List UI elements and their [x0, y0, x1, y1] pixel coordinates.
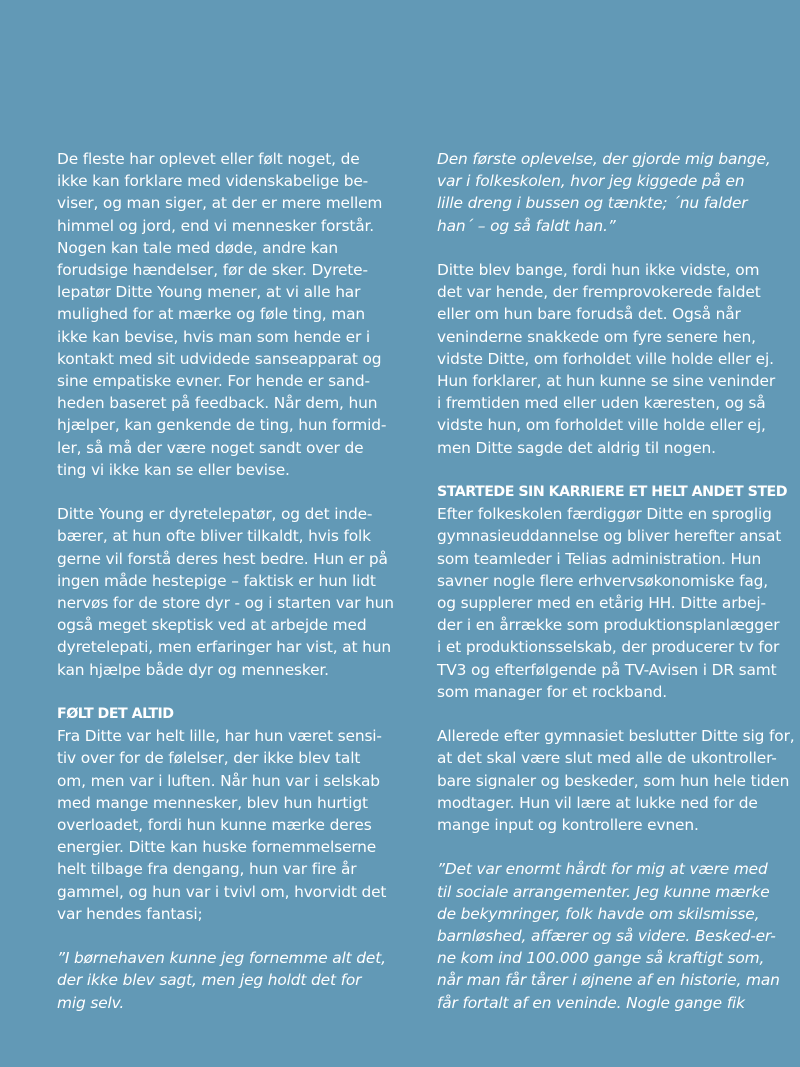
text-line: med mange mennesker, blev hun hurtigt — [57, 793, 368, 812]
quote-paragraph — [437, 148, 800, 237]
quote-paragraph — [437, 858, 800, 1013]
text-line: hjælper, kan genkende de ting, hun formid- — [57, 416, 387, 435]
text-line: savner nogle flere erhvervsøkonomiske fag, — [437, 571, 768, 590]
text-line: det var hende, der fremprovokerede faldet — [437, 283, 761, 302]
text-line: de bekymringer, folk havde om skilsmisse, — [437, 904, 760, 923]
text-line: helt tilbage fra dengang, hun var fire år — [57, 860, 357, 879]
text-line: ikke kan bevise, hvis man som hende er i — [57, 327, 371, 346]
text-line: mange input og kontrollere evnen. — [437, 816, 699, 835]
text-line: til sociale arrangementer. Jeg kunne mærke — [437, 882, 770, 901]
text-line: han´ – og så faldt han.” — [437, 216, 616, 235]
text-line: som manager for et rockband. — [437, 682, 668, 701]
text-line: der ikke blev sagt, men jeg holdt det for — [57, 971, 362, 990]
text-line: sine empatiske evner. For hende er sand- — [57, 372, 370, 391]
text-line: gerne vil forstå deres hest bedre. Hun er på — [57, 549, 388, 568]
text-line: ”Det var enormt hårdt for mig at være med — [437, 860, 768, 879]
text-line: ler, så må der være noget sandt over de — [57, 438, 364, 457]
paragraph-gap — [437, 836, 800, 858]
text-line: Nogen kan tale med døde, andre kan — [57, 238, 339, 257]
text-line: Ditte blev bange, fordi hun ikke vidste, om — [437, 261, 760, 279]
text-line: eller om hun bare forudså det. Også når — [437, 305, 741, 324]
section-heading: FØLT DET ALTID — [57, 706, 174, 723]
section-heading: STARTEDE SIN KARRIERE ET HELT ANDET STED — [437, 484, 787, 501]
text-line: Efter folkeskolen færdiggør Ditte en sproglig — [437, 505, 772, 524]
text-line: ting vi ikke kan se eller bevise. — [57, 460, 290, 479]
text-line: kan hjælpe både dyr og mennesker. — [57, 660, 329, 679]
text-line: og supplerer med en etårig HH. Ditte arbej- — [437, 594, 766, 613]
text-line: viser, og man siger, at der er mere mellem — [57, 194, 383, 213]
text-line: der i en årrække som produktionsplanlægger — [437, 616, 780, 635]
text-line: lepatør Ditte Young mener, at vi alle har — [57, 283, 361, 302]
text-line: at det skal være slut med alle de ukontroller- — [437, 749, 777, 768]
body-paragraph — [57, 725, 417, 925]
text-line: De fleste har oplevet eller følt noget, de — [57, 150, 360, 168]
text-line: i et produktionsselskab, der producerer tv for — [437, 638, 780, 657]
text-line: som teamleder i Telias administration. Hun — [437, 549, 762, 568]
text-line: ne kom ind 100.000 gange så kraftigt som, — [437, 949, 765, 968]
text-line: tiv over for de følelser, der ikke blev talt — [57, 749, 361, 768]
text-line: ingen måde hestepige – faktisk er hun lidt — [57, 571, 376, 590]
paragraph-gap — [437, 237, 800, 259]
text-line: overloadet, fordi hun kunne mærke deres — [57, 816, 372, 835]
intro-paragraph — [57, 148, 417, 481]
text-line: himmel og jord, end vi mennesker forstår. — [57, 216, 375, 235]
text-line: men Ditte sagde det aldrig til nogen. — [437, 438, 716, 457]
right-column — [437, 148, 800, 1014]
text-line: var i folkeskolen, hvor jeg kiggede på en — [437, 172, 745, 191]
text-line: TV3 og efterfølgende på TV-Avisen i DR samt — [437, 660, 777, 679]
paragraph-gap — [57, 925, 417, 947]
text-line: gammel, og hun var i tvivl om, hvorvidt det — [57, 882, 387, 901]
text-line: når man får tårer i øjnene af en historie, man — [437, 971, 780, 990]
text-line: Den første oplevelse, der gjorde mig bange, — [437, 150, 771, 168]
text-line: veninderne snakkede om fyre senere hen, — [437, 327, 756, 346]
text-line: mig selv. — [57, 993, 125, 1012]
paragraph-gap — [57, 681, 417, 703]
text-line: nervøs for de store dyr - og i starten var hun — [57, 594, 394, 613]
text-line: forudsige hændelser, før de sker. Dyrete- — [57, 261, 368, 280]
text-line: Allerede efter gymnasiet beslutter Ditte sig for, — [437, 727, 795, 746]
quote-paragraph — [57, 947, 417, 1014]
paragraph-gap — [437, 703, 800, 725]
text-line: bare signaler og beskeder, som hun hele tiden — [437, 771, 790, 790]
left-column — [57, 148, 417, 1014]
text-line: lille dreng i bussen og tænkte; ´nu falder — [437, 194, 748, 213]
text-line: om, men var i luften. Når hun var i selskab — [57, 771, 380, 790]
body-paragraph — [437, 503, 800, 703]
text-line: modtager. Hun vil lære at lukke ned for de — [437, 793, 758, 812]
text-line: energier. Ditte kan huske fornemmelserne — [57, 838, 377, 857]
body-paragraph — [437, 259, 800, 459]
text-line: Ditte Young er dyretelepatør, og det inde- — [57, 505, 373, 524]
text-line: kontakt med sit udvidede sanseapparat og — [57, 349, 382, 368]
text-line: ”I børnehaven kunne jeg fornemme alt det, — [57, 949, 386, 968]
body-paragraph — [437, 725, 800, 836]
body-paragraph — [57, 503, 417, 681]
paragraph-gap — [437, 459, 800, 481]
text-line: gymnasieuddannelse og bliver herefter ansat — [437, 527, 782, 546]
text-line: barnløshed, affærer og så videre. Besked-er- — [437, 927, 776, 946]
text-line: var hendes fantasi; — [57, 904, 203, 923]
text-line: i fremtiden med eller uden kæresten, og så — [437, 394, 766, 413]
text-line: ikke kan forklare med videnskabelige be- — [57, 172, 369, 191]
text-line: vidste Ditte, om forholdet ville holde eller ej. — [437, 349, 774, 368]
text-line: vidste hun, om forholdet ville holde eller ej, — [437, 416, 766, 435]
text-line: får fortalt af en veninde. Nogle gange fik — [437, 993, 745, 1012]
text-line: Hun forklarer, at hun kunne se sine veninder — [437, 372, 776, 391]
paragraph-gap — [57, 481, 417, 503]
text-line: dyretelepati, men erfaringer har vist, at hun — [57, 638, 391, 657]
text-line: Fra Ditte var helt lille, har hun været sensi- — [57, 727, 382, 746]
text-line: mulighed for at mærke og føle ting, man — [57, 305, 366, 324]
text-line: bærer, at hun ofte bliver tilkaldt, hvis folk — [57, 527, 371, 546]
text-line: heden baseret på feedback. Når dem, hun — [57, 394, 378, 413]
text-line: også meget skeptisk ved at arbejde med — [57, 616, 367, 635]
